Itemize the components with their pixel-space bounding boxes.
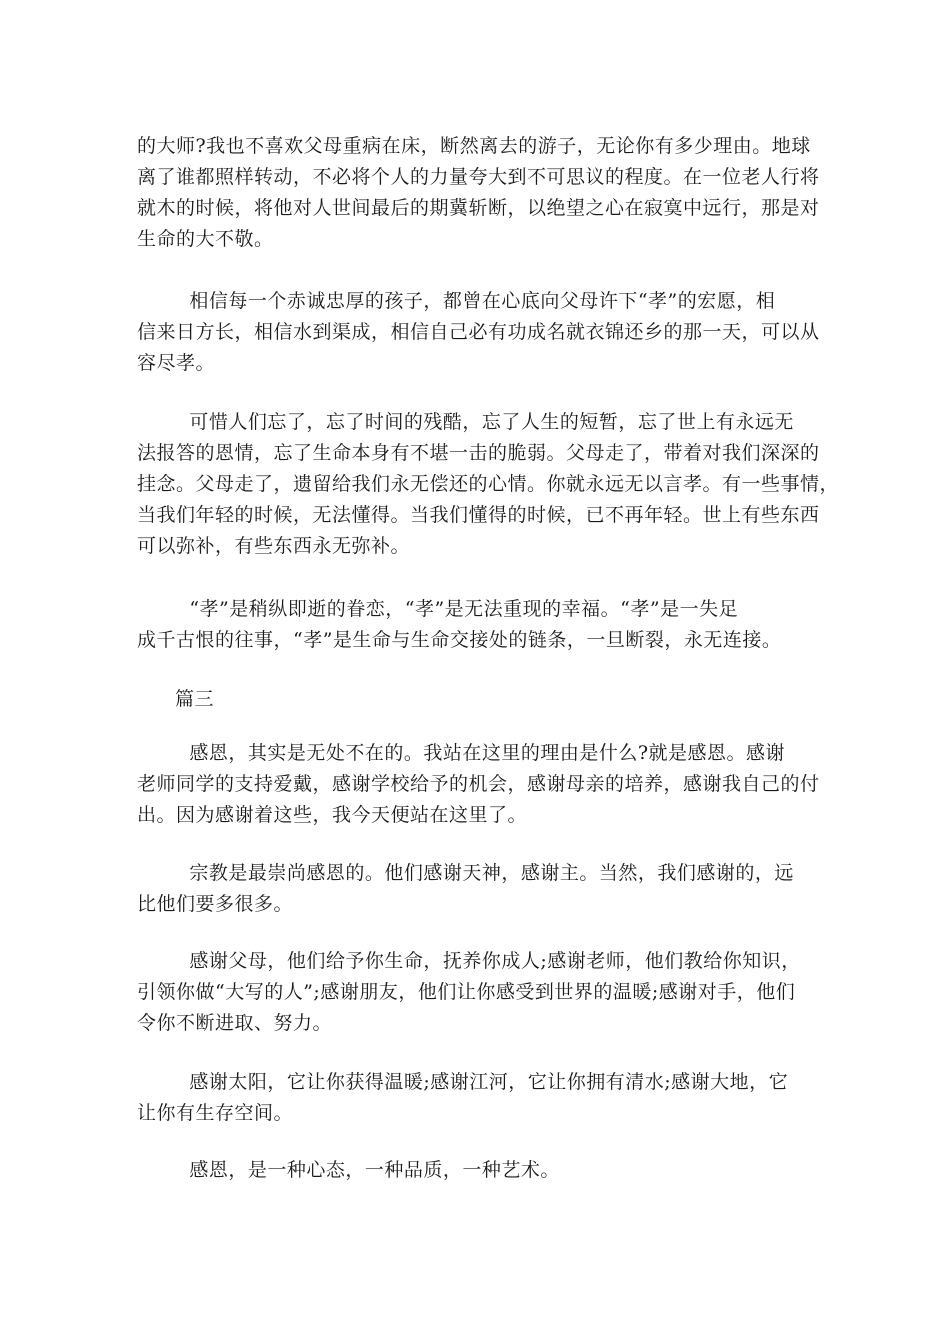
text-line: 感谢太阳，它让你获得温暖;感谢江河，它让你拥有清水;感谢大地，它 <box>137 1071 789 1093</box>
text-line: 容尽孝。 <box>137 352 216 374</box>
section-heading: 篇三 <box>175 688 215 710</box>
paragraph-8 <box>137 1067 817 1129</box>
text-line: 法报答的恩情，忘了生命本身有不堪一击的脆弱。父母走了，带着对我们深深的 <box>137 442 820 464</box>
text-line: 信来日方长，相信水到渠成，相信自己必有功成名就衣锦还乡的那一天，可以从 <box>137 321 820 343</box>
text-line: 感谢父母，他们给予你生命，抚养你成人;感谢老师，他们教给你知识， <box>137 950 801 972</box>
paragraph-6 <box>137 858 817 920</box>
text-line: 的大师?我也不喜欢父母重病在床，断然离去的游子，无论你有多少理由。地球 <box>137 135 811 157</box>
text-line: 引领你做“大写的人”;感谢朋友，他们让你感受到世界的温暖;感谢对手，他们 <box>137 981 796 1003</box>
text-line: 成千古恨的往事，“孝”是生命与生命交接处的链条，一旦断裂，永无连接。 <box>137 629 782 651</box>
paragraph-3 <box>137 407 840 562</box>
text-line: 就木的时候，将他对人世间最后的期冀斩断，以绝望之心在寂寞中远行，那是对 <box>137 197 820 219</box>
text-line: 比他们要多很多。 <box>137 893 294 915</box>
paragraph-7 <box>137 946 817 1039</box>
text-line: 相信每一个赤诚忠厚的孩子，都曾在心底向父母许下“孝”的宏愿，相 <box>137 290 776 312</box>
paragraph-1 <box>137 131 820 255</box>
paragraph-4 <box>137 594 817 656</box>
text-line: “孝”是稍纵即逝的眷恋，“孝”是无法重现的幸福。“孝”是一失足 <box>137 598 739 620</box>
text-line: 出。因为感谢着这些，我今天便站在这里了。 <box>137 804 528 826</box>
text-line: 可以弥补，有些东西永无弥补。 <box>137 535 411 557</box>
text-line: 感恩，是一种心态，一种品质，一种艺术。 <box>137 1159 560 1181</box>
paragraph-2 <box>137 286 820 379</box>
text-line: 感恩，其实是无处不在的。我站在这里的理由是什么?就是感恩。感谢 <box>137 742 786 764</box>
text-line: 宗教是最崇尚感恩的。他们感谢天神，感谢主。当然，我们感谢的，远 <box>137 862 794 884</box>
paragraph-9 <box>137 1155 817 1186</box>
text-line: 离了谁都照样转动，不必将个人的力量夸大到不可思议的程度。在一位老人行将 <box>137 166 820 188</box>
text-line: 让你有生存空间。 <box>137 1102 294 1124</box>
text-line: 挂念。父母走了，遗留给我们永无偿还的心情。你就永远无以言孝。有一些事情， <box>137 473 840 495</box>
text-line: 可惜人们忘了，忘了时间的残酷，忘了人生的短暂，忘了世上有永远无 <box>137 411 794 433</box>
text-line: 老师同学的支持爱戴，感谢学校给予的机会，感谢母亲的培养，感谢我自己的付 <box>137 773 820 795</box>
text-line: 生命的大不敬。 <box>137 228 274 250</box>
paragraph-5 <box>137 738 820 831</box>
text-line: 当我们年轻的时候，无法懂得。当我们懂得的时候，已不再年轻。世上有些东西 <box>137 504 820 526</box>
text-line: 令你不断进取、努力。 <box>137 1012 333 1034</box>
